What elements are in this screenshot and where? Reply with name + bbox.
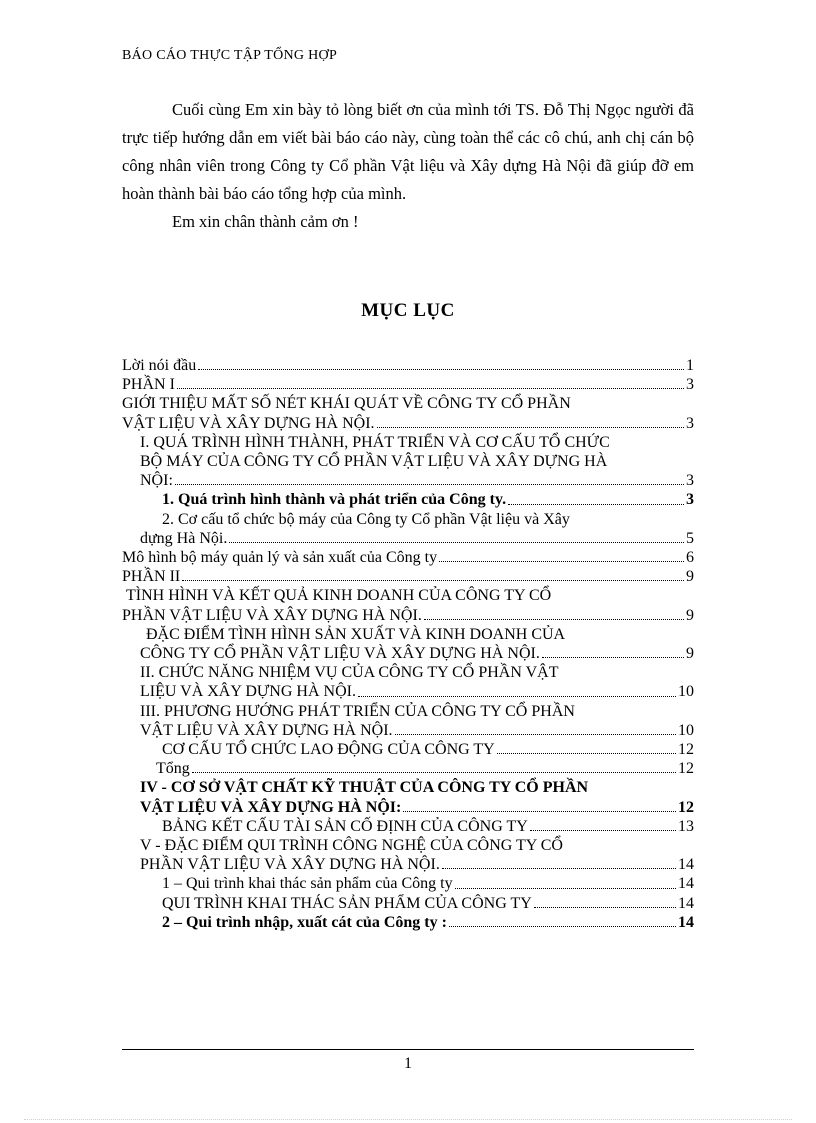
leader-dots — [439, 561, 684, 562]
toc-entry-text-line: I. QUÁ TRÌNH HÌNH THÀNH, PHÁT TRIỂN VÀ CƠ CẤU TỔ CHỨC — [140, 433, 610, 451]
toc-entry-text: 1. Quá trình hình thành và phát triển của Công ty. — [162, 491, 507, 509]
toc-entry[interactable] — [122, 817, 694, 836]
leader-dots — [177, 388, 684, 389]
toc-entry[interactable] — [122, 740, 694, 759]
toc-page-number: 3 — [686, 414, 694, 432]
toc-entry-text: Mô hình bộ máy quản lý và sản xuất của Công ty — [122, 549, 438, 567]
leader-dots — [175, 484, 684, 485]
toc-entry[interactable] — [122, 894, 694, 913]
toc-page-number: 10 — [678, 683, 694, 701]
leader-dots — [198, 369, 684, 370]
toc-entry[interactable] — [122, 702, 694, 740]
acknowledgement-paragraph: Cuối cùng Em xin bày tỏ lòng biết ơn của mình tới TS. Đỗ Thị Ngọc người đã trực tiếp hướng dẫn em viết bài báo cáo này, cùng toàn thể các cô chú, anh chị cán bộ công nhân viên trong Công ty Cổ phần Vật liệu và Xây dựng Hà Nội đã giúp đỡ em hoàn thành bài báo cáo tổng hợp của mình. — [122, 100, 694, 203]
toc-entry-text: 1 – Qui trình khai thác sản phẩm của Công ty — [162, 875, 453, 893]
toc-entry-text-line: BỘ MÁY CỦA CÔNG TY CỔ PHẦN VẬT LIỆU VÀ XÂY DỰNG HÀ — [140, 453, 608, 471]
toc-entry[interactable] — [122, 567, 694, 586]
toc-entry-text-line: PHẦN VẬT LIỆU VÀ XÂY DỰNG HÀ NỘI. — [140, 856, 440, 874]
leader-dots — [377, 427, 684, 428]
toc-entry[interactable] — [122, 356, 694, 375]
toc-page-number: 3 — [686, 491, 694, 509]
toc-page-number: 9 — [686, 568, 694, 586]
toc-entry[interactable] — [122, 778, 694, 816]
toc-entry[interactable] — [122, 913, 694, 932]
leader-dots — [530, 830, 676, 831]
toc-page-number: 12 — [678, 798, 694, 816]
toc-entry-text-line: NỘI: — [140, 472, 173, 490]
toc-entry-text-line: ĐẶC ĐIỂM TÌNH HÌNH SẢN XUẤT VÀ KINH DOANH CỦA — [146, 625, 566, 643]
toc-page-number: 1 — [686, 357, 694, 374]
leader-dots — [449, 926, 676, 927]
page-number: 1 — [404, 1055, 412, 1072]
leader-dots — [358, 696, 676, 697]
toc-entry-text: PHẦN II — [122, 568, 181, 586]
toc-entry-text: BẢNG KẾT CẤU TÀI SẢN CỐ ĐỊNH CỦA CÔNG TY — [162, 817, 528, 835]
toc-entry-text-line: CÔNG TY CỔ PHẦN VẬT LIỆU VÀ XÂY DỰNG HÀ NỘI. — [140, 645, 540, 663]
toc-entry-text: Tổng — [156, 760, 190, 778]
leader-dots — [192, 772, 676, 773]
leader-dots — [395, 734, 676, 735]
toc-entry-text-line: III. PHƯƠNG HƯỚNG PHÁT TRIỂN CỦA CÔNG TY CỔ PHẦN — [140, 702, 575, 720]
toc-entry-text-line: GIỚI THIỆU MẤT SỐ NÉT KHÁI QUÁT VỀ CÔNG TY CỔ PHẦN — [122, 395, 571, 413]
toc-page-number: 14 — [678, 894, 694, 912]
toc-page-number: 10 — [678, 721, 694, 739]
table-of-contents — [122, 356, 694, 932]
leader-dots — [424, 619, 684, 620]
toc-entry[interactable] — [122, 510, 694, 548]
toc-entry-text: 2 – Qui trình nhập, xuất cát của Công ty : — [162, 913, 447, 931]
toc-title: MỤC LỤC — [361, 300, 455, 321]
leader-dots — [229, 542, 684, 543]
thanks-line: Em xin chân thành cảm ơn ! — [172, 212, 359, 231]
toc-entry[interactable] — [122, 586, 694, 624]
toc-entry-text-line: II. CHỨC NĂNG NHIỆM VỤ CỦA CÔNG TY CỔ PHẦN VẬT — [140, 664, 559, 682]
toc-entry[interactable] — [122, 836, 694, 874]
toc-page-number: 12 — [678, 760, 694, 778]
toc-page-number: 14 — [678, 856, 694, 874]
toc-entry[interactable] — [122, 759, 694, 778]
toc-entry[interactable] — [122, 375, 694, 394]
leader-dots — [534, 907, 676, 908]
toc-entry[interactable] — [122, 874, 694, 893]
leader-dots — [508, 504, 684, 505]
toc-entry-text-line: VẬT LIỆU VÀ XÂY DỰNG HÀ NỘI. — [140, 721, 393, 739]
toc-entry-text-line: dựng Hà Nội. — [140, 529, 228, 547]
leader-dots — [182, 580, 684, 581]
toc-page-number: 12 — [678, 741, 694, 759]
toc-entry[interactable] — [122, 548, 694, 567]
leader-dots — [403, 811, 676, 812]
toc-entry-text-line: IV - CƠ SỞ VẬT CHẤT KỸ THUẬT CỦA CÔNG TY CỔ PHẦN — [140, 779, 589, 797]
toc-page-number: 3 — [686, 472, 694, 490]
toc-entry-text-line: VẬT LIỆU VÀ XÂY DỰNG HÀ NỘI. — [122, 414, 375, 432]
toc-page-number: 9 — [686, 645, 694, 663]
toc-page-number: 5 — [686, 529, 694, 547]
footer-divider — [122, 1049, 694, 1050]
page-boundary — [24, 1119, 792, 1120]
leader-dots — [442, 868, 676, 869]
toc-entry-text: PHẦN I — [122, 376, 175, 394]
leader-dots — [497, 753, 676, 754]
toc-entry[interactable] — [122, 625, 694, 663]
toc-page-number: 14 — [678, 913, 694, 931]
running-header: BÁO CÁO THỰC TẬP TỔNG HỢP — [122, 48, 338, 63]
leader-dots — [455, 888, 676, 889]
toc-entry[interactable] — [122, 433, 694, 491]
toc-entry-text: QUI TRÌNH KHAI THÁC SẢN PHẨM CỦA CÔNG TY — [162, 894, 532, 912]
toc-entry-text: CƠ CẤU TỔ CHỨC LAO ĐỘNG CỦA CÔNG TY — [162, 741, 495, 759]
toc-page-number: 9 — [686, 606, 694, 624]
toc-entry-text-line: LIỆU VÀ XÂY DỰNG HÀ NỘI. — [140, 683, 356, 701]
toc-page-number: 13 — [678, 817, 694, 835]
toc-page-number: 6 — [686, 549, 694, 567]
toc-entry-text-line: VẬT LIỆU VÀ XÂY DỰNG HÀ NỘI: — [140, 798, 402, 816]
toc-entry[interactable] — [122, 663, 694, 701]
toc-entry-text-line: TÌNH HÌNH VÀ KẾT QUẢ KINH DOANH CỦA CÔNG TY CỔ — [126, 587, 552, 605]
toc-entry-text-line: PHẦN VẬT LIỆU VÀ XÂY DỰNG HÀ NỘI. — [122, 606, 422, 624]
toc-page-number: 14 — [678, 875, 694, 893]
toc-entry[interactable] — [122, 394, 694, 432]
toc-entry-text-line: 2. Cơ cấu tổ chức bộ máy của Công ty Cổ phần Vật liệu và Xây — [162, 510, 570, 528]
toc-entry-text: Lời nói đầu — [122, 357, 197, 374]
toc-page-number: 3 — [686, 376, 694, 394]
toc-entry-text-line: V - ĐẶC ĐIỂM QUI TRÌNH CÔNG NGHỆ CỦA CÔNG TY CỔ — [140, 837, 563, 855]
toc-entry[interactable] — [122, 490, 694, 509]
leader-dots — [542, 657, 684, 658]
acknowledgement-section — [122, 96, 694, 236]
